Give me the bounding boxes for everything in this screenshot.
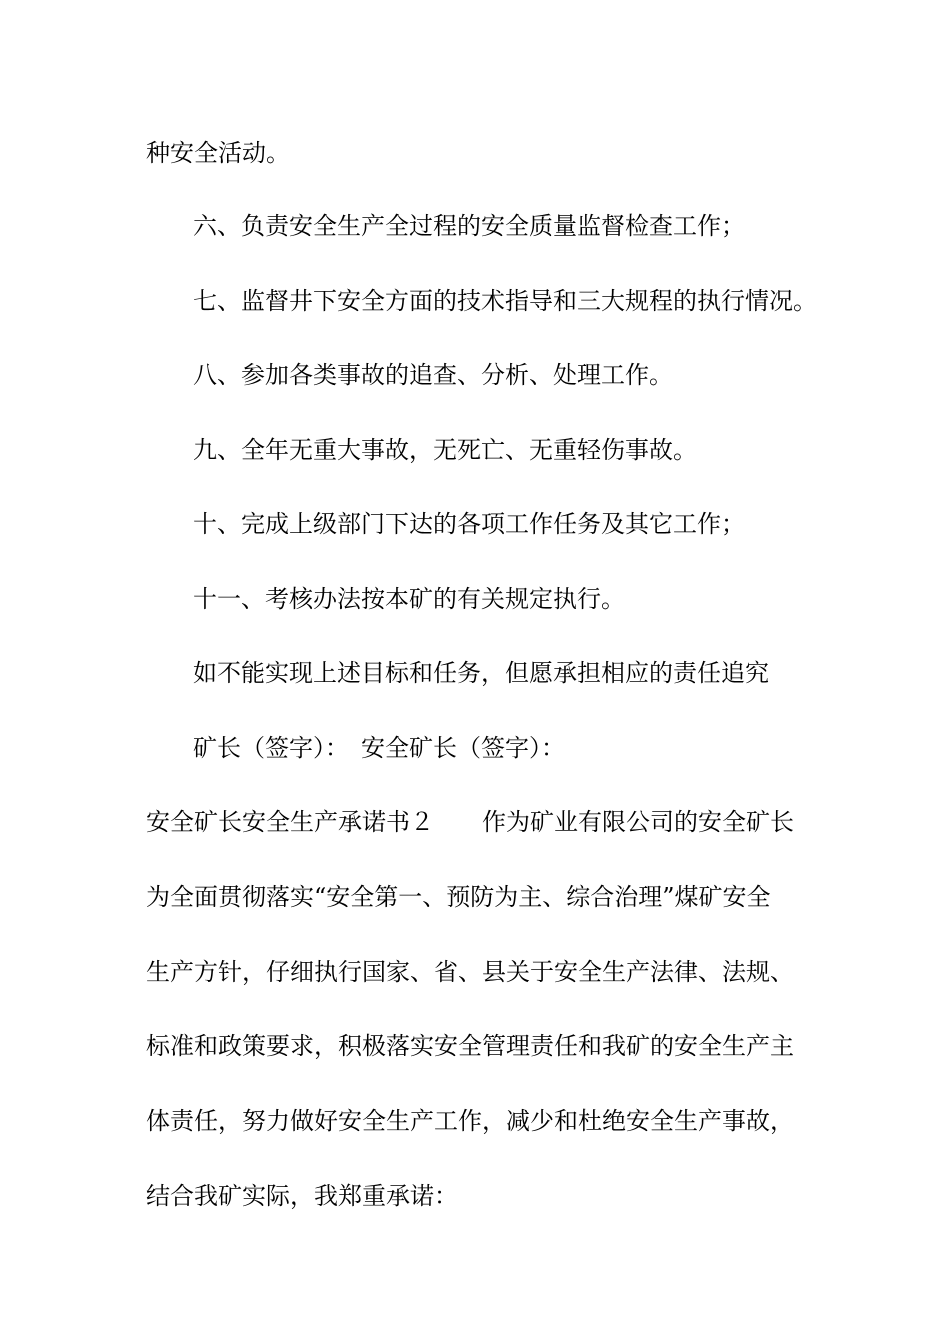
text-line: 标准和政策要求，积极落实安全管理责任和我矿的安全生产主 bbox=[146, 1032, 794, 1060]
text-line: 八、参加各类事故的追查、分析、处理工作。 bbox=[193, 361, 673, 389]
text-line: 七、监督井下安全方面的技术指导和三大规程的执行情况。 bbox=[193, 287, 817, 315]
text-line: 体责任，努力做好安全生产工作，减少和杜绝安全生产事故， bbox=[146, 1107, 794, 1135]
signature-line: 矿长（签字）： 安全矿长（签字）： bbox=[193, 734, 565, 762]
text-line: 十、完成上级部门下达的各项工作任务及其它工作； bbox=[193, 510, 745, 538]
text-line: 为全面贯彻落实“安全第一、预防为主、综合治理”煤矿安全 bbox=[146, 883, 771, 911]
text-line: 九、全年无重大事故，无死亡、无重轻伤事故。 bbox=[193, 436, 697, 464]
text-line: 六、负责安全生产全过程的安全质量监督检查工作； bbox=[193, 212, 745, 240]
text-line: 种安全活动。 bbox=[146, 139, 290, 167]
section-heading-line: 安全矿长安全生产承诺书２ 作为矿业有限公司的安全矿长 bbox=[146, 808, 794, 836]
text-line: 如不能实现上述目标和任务，但愿承担相应的责任追究 bbox=[193, 659, 769, 687]
text-line: 生产方针，仔细执行国家、省、县关于安全生产法律、法规、 bbox=[146, 958, 794, 986]
text-line: 结合我矿实际，我郑重承诺： bbox=[146, 1182, 458, 1210]
text-line: 十一、考核办法按本矿的有关规定执行。 bbox=[193, 585, 625, 613]
